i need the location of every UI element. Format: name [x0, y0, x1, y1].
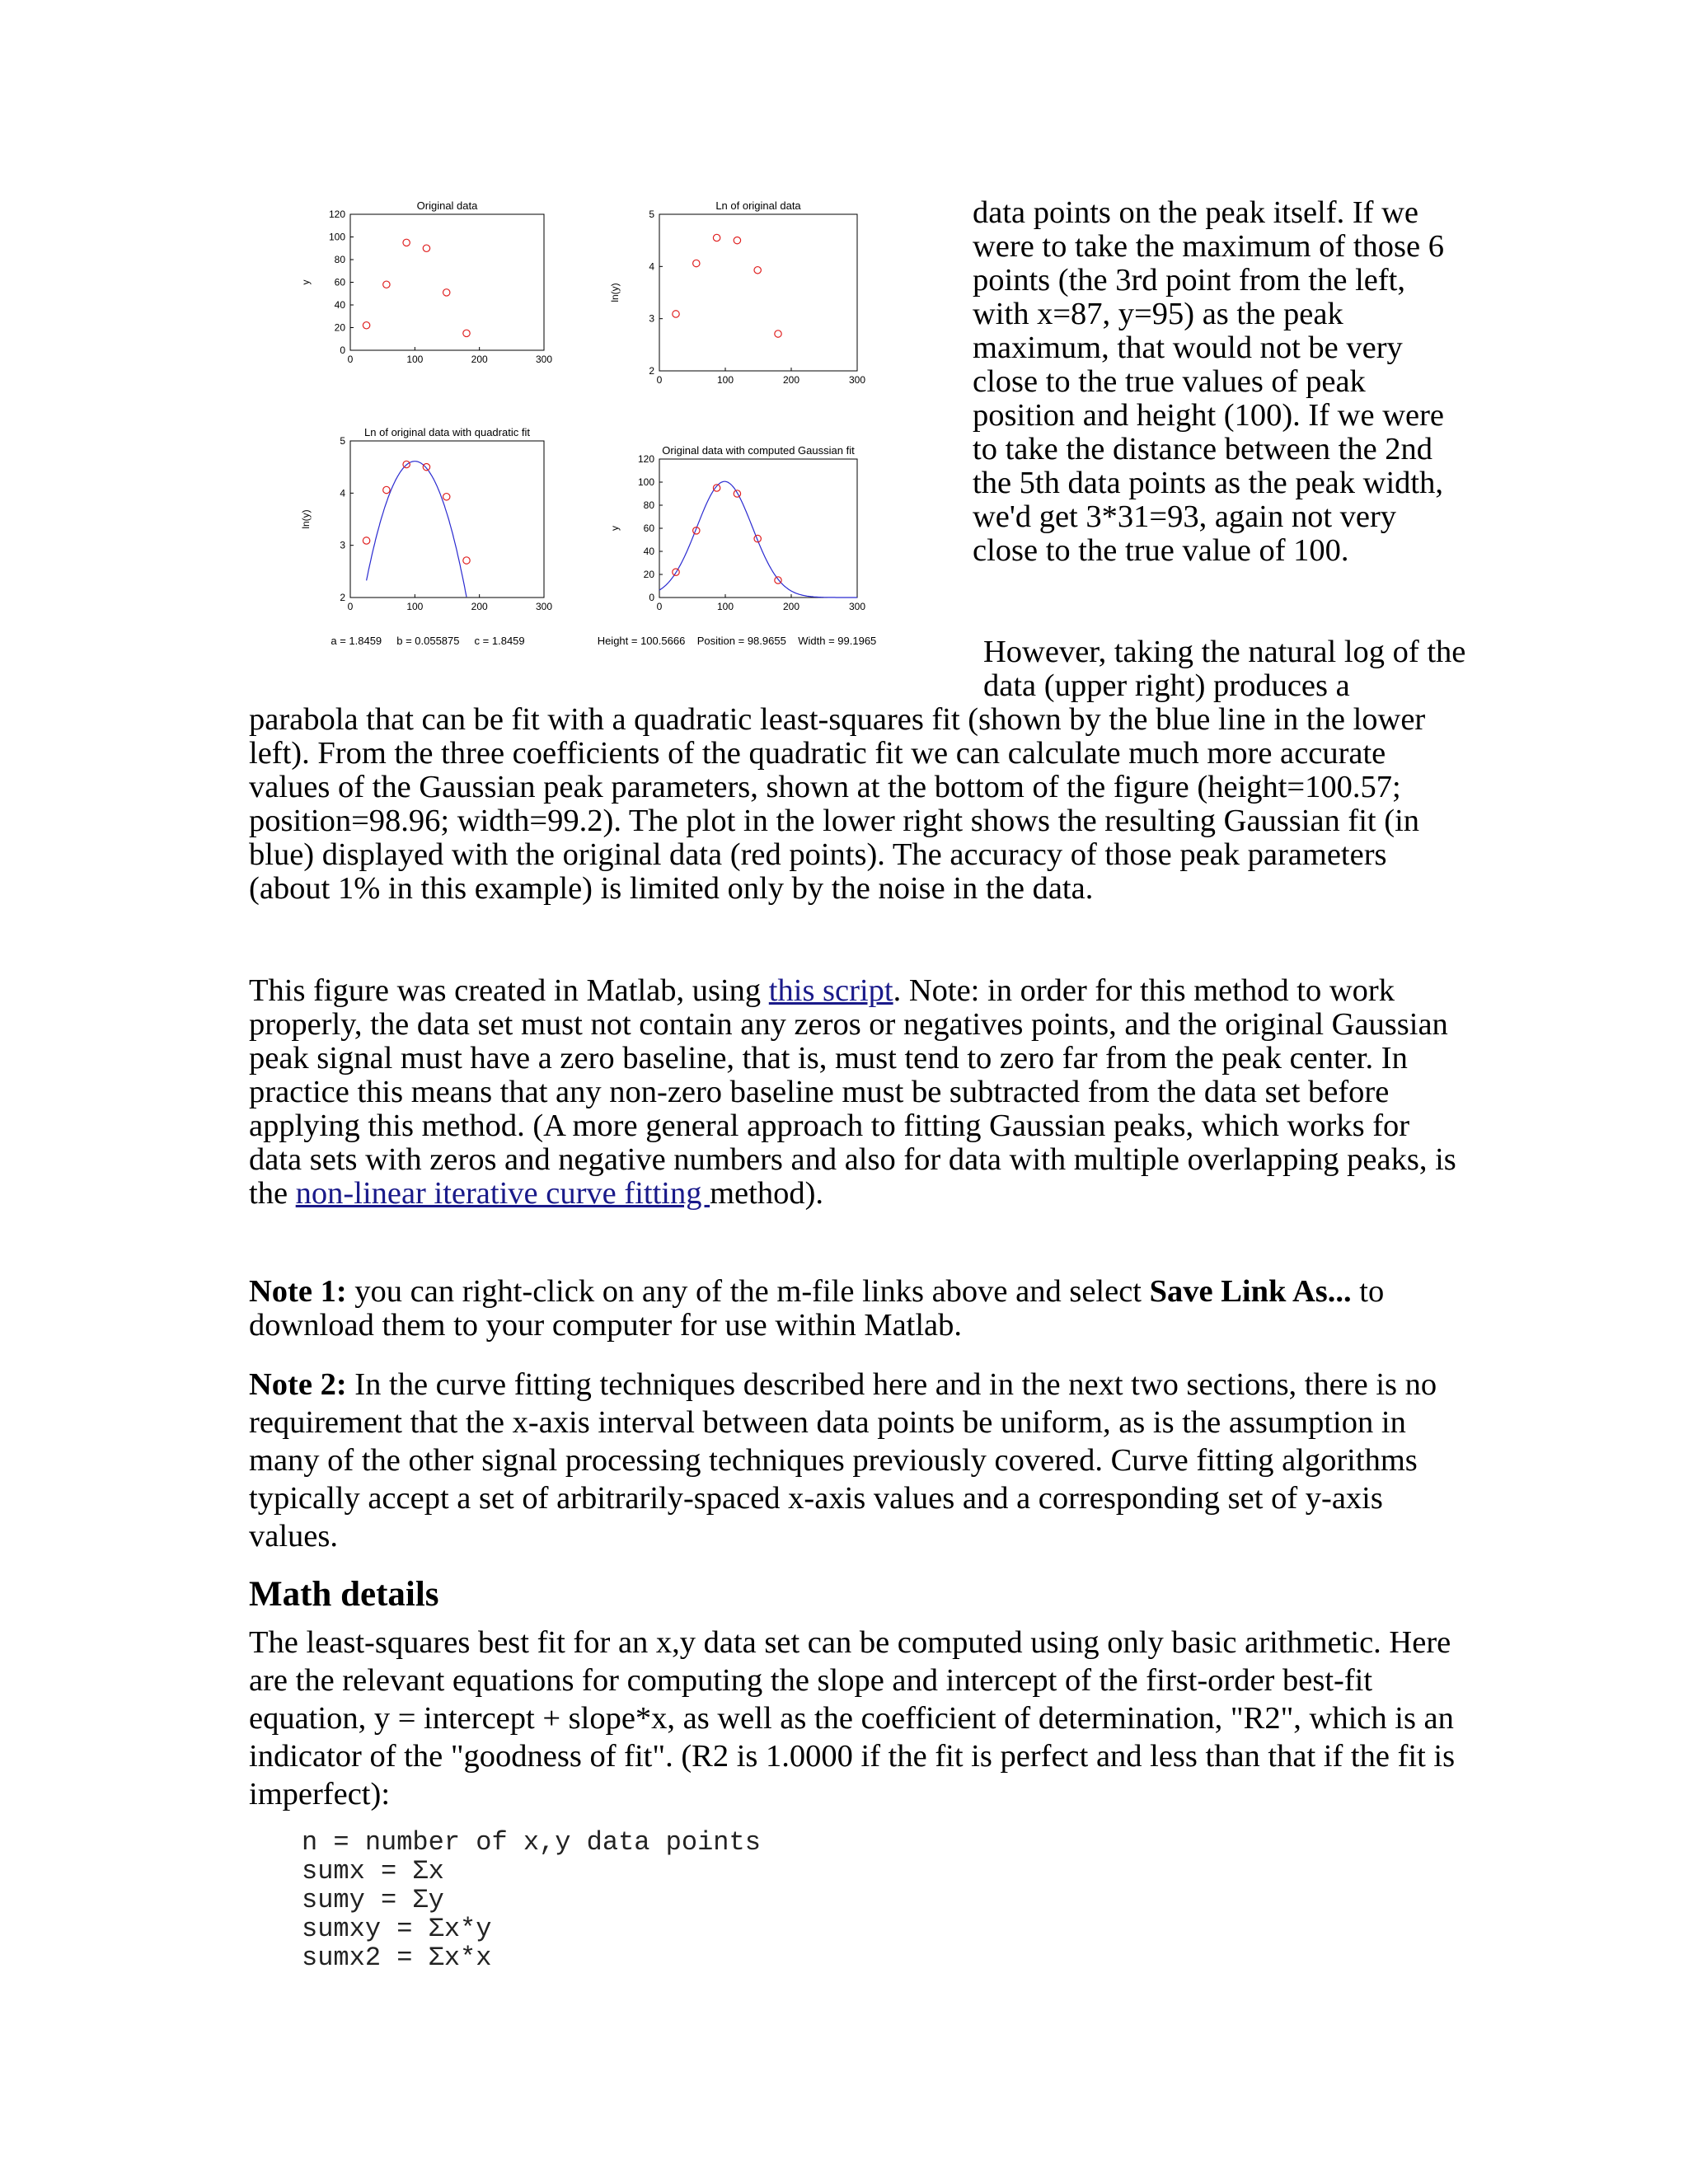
plot-axes-box: [350, 214, 544, 350]
plot-axes-box: [350, 441, 544, 598]
y-tick-label: 40: [643, 546, 654, 557]
plot-axes-box: [659, 214, 857, 371]
x-tick-label: 0: [347, 601, 354, 612]
math-details-heading: Math details: [249, 1575, 439, 1614]
y-tick-label: 120: [637, 453, 654, 465]
y-tick-label: 100: [328, 231, 345, 243]
y-tick-label: 0: [340, 344, 345, 356]
x-tick-label: 300: [535, 354, 553, 365]
y-tick-label: 100: [637, 476, 654, 488]
p2-text-middle: . Note: in order for this method to work properly, the data set must not contain any zeros or negatives points, and the original Gaussian peak signal must have a zero baseline, that is, must tend to zero far from the peak center. In practice this means that any non-zero baseline must be subtracted from the data set before applying this method. (A more general approach to fitting Gaussian peaks, which works for data sets with zeros and negative numbers and also for data with multiple overlapping peaks, is the: [249, 973, 1456, 1211]
plot-title: Ln of original data: [715, 199, 801, 212]
y-tick-label: 5: [340, 435, 345, 447]
code-block: [302, 1828, 761, 1972]
y-tick-label: 5: [649, 209, 654, 220]
plot-title: Original data with computed Gaussian fit: [662, 444, 855, 457]
x-tick-label: 100: [716, 601, 734, 612]
x-tick-label: 100: [406, 354, 424, 365]
y-tick-label: 0: [649, 592, 654, 603]
code-line: sumx2 = Σx*x: [302, 1943, 492, 1973]
gaussian-fit-figure: [297, 198, 956, 659]
x-tick-label: 300: [848, 601, 866, 612]
plot-axes-box: [659, 459, 857, 598]
y-axis-label: y: [300, 279, 312, 285]
note-1-text-end: to download them to your computer for use within Matlab.: [249, 1274, 1385, 1343]
x-tick-label: 0: [656, 601, 663, 612]
log-fit-paragraph-first-line: However, taking the natural log of the data (upper right) produces a: [983, 635, 1466, 703]
y-tick-label: 60: [334, 276, 345, 288]
x-tick-label: 200: [471, 354, 488, 365]
y-tick-label: 40: [334, 299, 345, 311]
code-line: sumx = Σx: [302, 1856, 444, 1886]
y-tick-label: 4: [340, 487, 345, 499]
save-link-as-text: Save Link As...: [1149, 1274, 1352, 1309]
plot-panel-4: [609, 444, 865, 612]
p2-text-after: method).: [710, 1176, 824, 1211]
p2-text-before: This figure was created in Matlab, using: [249, 973, 769, 1008]
y-tick-label: 20: [334, 321, 345, 334]
log-fit-paragraph: [249, 635, 1469, 906]
y-axis-label: y: [609, 526, 621, 531]
y-tick-label: 120: [328, 209, 345, 220]
this-script-link[interactable]: this script: [768, 973, 893, 1008]
log-fit-paragraph-rest: parabola that can be fit with a quadratic least-squares fit (shown by the blue line in the lower left). From the three coefficients of the quadratic fit we can calculate much more accurate values of the Gaussian peak parameters, shown at the bottom of the figure (height=100.57; position=98.96; width=99.2). The plot in the lower right shows the resulting Gaussian fit (in blue) displayed with the original data (red points). The accuracy of those peak parameters (about 1% in this example) is limited only by the noise in the data.: [249, 702, 1426, 906]
x-tick-label: 100: [406, 601, 424, 612]
math-details-paragraph: The least-squares best fit for an x,y data set can be computed using only basic arithmetic. Here are the relevant equations for computing the slope and intercept of the first-order best-fit equation, y = intercept + slope*x, as well as the coefficient of determination, "R2", which is an indicator of the "goodness of fit". (R2 is 1.0000 if the fit is perfect and less than that if the fit is imperfect):: [249, 1625, 1456, 1811]
plot-panel-1: [300, 199, 552, 365]
x-tick-label: 100: [716, 374, 734, 386]
y-axis-label: ln(y): [300, 509, 312, 529]
x-tick-label: 200: [471, 601, 488, 612]
y-tick-label: 20: [643, 569, 654, 580]
y-tick-label: 80: [643, 499, 654, 511]
y-tick-label: 80: [334, 254, 345, 265]
note-1: [249, 1275, 1461, 1343]
x-tick-label: 0: [347, 354, 354, 365]
y-tick-label: 2: [340, 592, 345, 603]
note-2: [249, 1366, 1461, 1555]
code-line: sumxy = Σx*y: [302, 1914, 492, 1944]
plot-panel-2: [609, 199, 865, 386]
nonlinear-curve-fitting-link[interactable]: non-linear iterative curve fitting: [295, 1176, 710, 1211]
y-axis-label: ln(y): [609, 283, 621, 302]
x-tick-label: 300: [848, 374, 866, 386]
x-tick-label: 300: [535, 601, 553, 612]
matlab-script-paragraph: [249, 974, 1461, 1211]
y-tick-label: 3: [649, 312, 654, 325]
note-1-text: you can right-click on any of the m-file links above and select: [346, 1274, 1150, 1309]
code-line: sumy = Σy: [302, 1885, 444, 1915]
y-tick-label: 4: [649, 260, 654, 273]
right-column-paragraph: data points on the peak itself. If we were to take the maximum of those 6 points (the 3rd point from the left, with x=87, y=95) as the peak maximum, that would not be very close to the true values of peak position and height (100). If we were to take the distance between the 2nd the 5th data points as the peak width, we'd get 3*31=93, again not very close to the true value of 100.: [973, 195, 1444, 568]
code-line: n = number of x,y data points: [302, 1827, 761, 1858]
plot-panel-3: [300, 426, 552, 612]
x-tick-label: 200: [782, 601, 800, 612]
y-tick-label: 3: [340, 539, 345, 551]
note-2-text: In the curve fitting techniques described here and in the next two sections, there is no requirement that the x-axis interval between data points be uniform, as is the assumption in many of the other signal processing techniques previously covered. Curve fitting algorithms typically accept a set of arbitrarily-spaced x-axis values and a corresponding set of y-axis values.: [249, 1367, 1437, 1554]
caption-gaussian-parameters: Height = 100.5666 Position = 98.9655 Width = 99.1965: [597, 635, 877, 647]
y-tick-label: 60: [643, 523, 654, 534]
x-tick-label: 0: [656, 374, 663, 386]
note-1-label: Note 1:: [249, 1274, 347, 1309]
caption-quadratic-coefficients: a = 1.8459 b = 0.055875 c = 1.8459: [331, 635, 525, 647]
plot-title: Original data: [416, 199, 478, 212]
y-tick-label: 2: [649, 365, 654, 377]
note-2-label: Note 2:: [249, 1367, 347, 1402]
plot-title: Ln of original data with quadratic fit: [364, 426, 530, 438]
x-tick-label: 200: [782, 374, 800, 386]
